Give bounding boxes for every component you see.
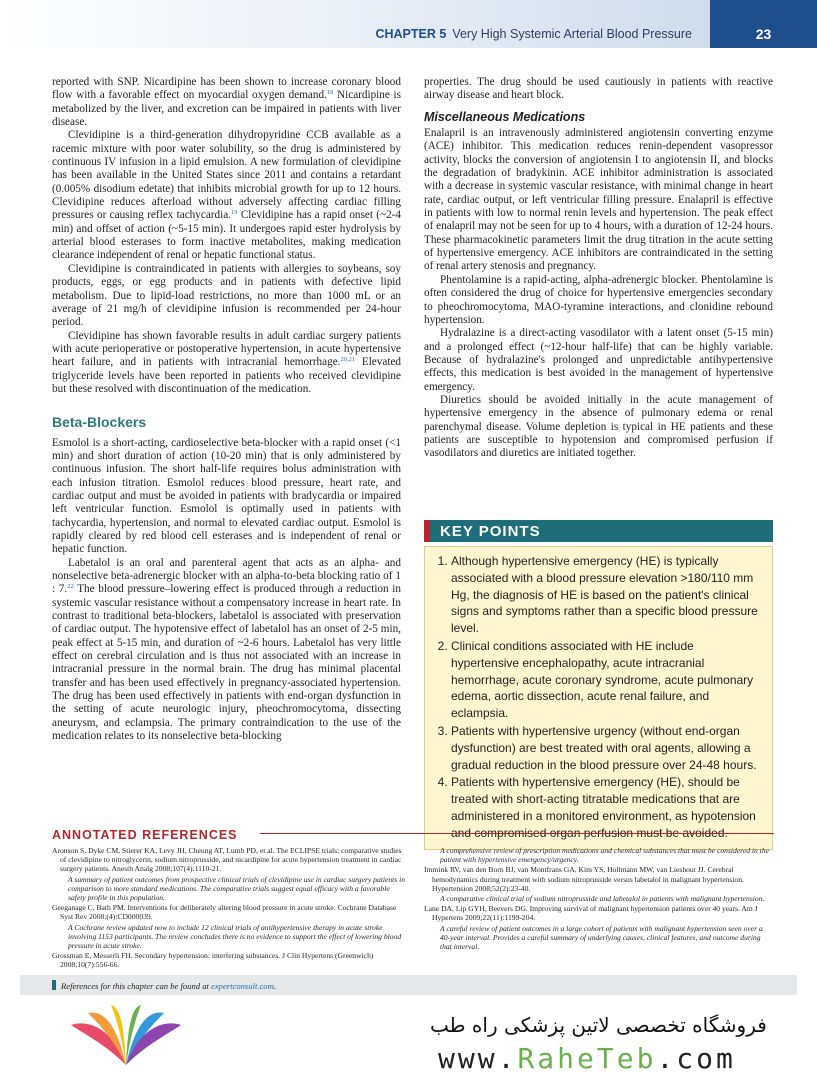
key-points-list <box>433 553 762 842</box>
paragraph: Clevidipine has shown favorable results in adult cardiac surgery patients with acute perioperative or postoperative hypertension, in acute hypertensive heart failure, and in patients with intracranial hemorrhage.$^{20,21}$ Elevated triglyceride levels have been reported in patients who received clevidipine but these resolved with discontinuation of the medication. <box>52 329 402 395</box>
page-number: 23 <box>710 0 817 48</box>
paragraph: reported with SNP. Nicardipine has been shown to increase coronary blood flow with a favorable effect on myocardial oxygen demand.$^{18}$ Nicardipine is metabolized by the liver, and excretion can be impaired in patients with liver disease. <box>52 76 401 129</box>
reference-citation: Aronson S, Dyke CM, Stierer KA, Levy JH, Cheung AT, Lumb PD, et al. The ECLIPSE trials: comparative studies of clevidipine to nitroglycerin, sodium nitroprusside, and nicardipine for acute hypertension treatment in cardiac surgery patients. Anesth Analg 2008;107(4):1110-21. <box>52 846 402 874</box>
page-header <box>0 0 817 48</box>
left-column <box>52 76 401 744</box>
chapter-label: CHAPTER 5 <box>375 27 447 41</box>
citation-ref[interactable]: 18 <box>326 89 334 97</box>
annotated-references-header <box>52 826 774 840</box>
paragraph: Esmolol is a short-acting, cardioselective beta-blocker with a rapid onset (<1 min) and short duration of action (10-20 min) that is only administered by continuous infusion. The short half-life requires bolus administration with each infusion titration. Esmolol reduces blood pressure, heart rate, and cardiac output and must be avoided in patients with bradycardia or impaired left ventricular function. Esmolol is optimally used in patients with tachycardia, hypertension, and normal to elevated cardiac output. Esmolol is rapidly cleared by red blood cell esterases and is independent of renal or hepatic function. <box>52 436 401 556</box>
expertconsult-link[interactable]: expertconsult.com <box>211 981 274 991</box>
paragraph: Clevidipine is a third-generation dihydropyridine CCB available as a racemic mixture with poor water solubility, so the drug is administered by continuous IV infusion in a lipid emulsion. A new formulation of clevidipine has been available in the United States since 2011 and contains a retardant (0.005% disodium edetate) that inhibits microbial growth for up to 12 hours. Clevidipine reduces afterload without adversely affecting cardiac filling pressures or causing reflex tachycardia.$^{19}$ Clevidipine has a rapid onset (~2-4 min) and offset of action (~5-15 min). It undergoes rapid ester hydrolysis by arterial blood esterases to form inactive metabolites, making medication clearance independent of renal or hepatic functional status. <box>52 129 401 262</box>
reference-citation: Geeganage C, Bath PM. Interventions for deliberately altering blood pressure in acute stroke. Cochrane Database Syst Rev 2008;(4):CD000039. <box>52 903 397 922</box>
paragraph: Enalapril is an intravenously administered angiotensin converting enzyme (ACE) inhibitor. This medication reduces renin-dependent vasopressor activity, blocks the conversion of angiotensin I to angiotensin II, and blocks the degradation of bradykinin. ACE inhibitor administration is associated with a decrease in systemic vascular resistance, with minimal change in heart rate, cardiac output, or left ventricular filling pressure. Enalapril is effective in patients with low to normal renin levels and hypertension. The peak effect of enalapril may not be seen for up to 4 hours, with a duration of 12-24 hours. These pharmacokinetic parameters limit the drug titration in the acute setting of hypertensive emergency. ACE inhibitors are contraindicated in the setting of renal artery stenosis and pregnancy. <box>424 127 773 273</box>
reference-annotation: A comprehensive review of prescription medications and chemical substances that must be considered in the patient with hypertensive emergency/urgency. <box>440 846 769 865</box>
reference-annotation: A careful review of patient outcomes in a large cohort of patients with malignant hypertension seen over a 40-year interval. Provides a careful summary of underlying causes, clinical features, and outcome during that interval. <box>440 923 763 952</box>
citation-ref[interactable]: 20,21 <box>340 356 356 364</box>
section-heading-beta-blockers: Beta-Blockers <box>52 414 147 431</box>
reference-citation: Immink RV, van den Born BJ, van Montfrans GA, Kim YS, Hollmann MW, van Lieshout JJ. Cerebral hemodynamics during treatment with sodium nitroprusside versus labetalol in malignant hypertension. Hypertension 2008;52(2):23-40. <box>424 865 744 893</box>
section-heading-misc-medications: Miscellaneous Medications <box>424 109 586 124</box>
chapter-running-head <box>375 27 692 41</box>
paragraph: Clevidipine is contraindicated in patients with allergies to soybeans, soy products, eggs, or egg products and in patients with defective lipid metabolism. Due to lipid-load restrictions, no more than 1000 mL or an average of 21 mg/h of clevidipine infusion is recommended per 24-hour period. <box>52 262 401 329</box>
key-point-item: 1. Although hypertensive emergency (HE) is typically associated with a blood pressure elevation >180/110 mm Hg, the diagnosis of HE is based on the patient's clinical signs and symptoms rather than a specific blood pressure level. <box>451 553 762 637</box>
key-points-box <box>424 520 773 850</box>
reference-annotation: A summary of patient outcomes from prospective clinical trials of clevidipine use in cardiac surgery patients in comparison to more standard medications. The comparative trials suggest equal efficacy with a favorable safety profile in this population. <box>68 874 406 903</box>
references-right <box>424 846 774 952</box>
annotated-references-title: ANNOTATED REFERENCES <box>52 828 238 842</box>
paragraph: Diuretics should be avoided initially in the acute management of hypertensive emergency in the absence of pulmonary edema or renal parenchymal disease. Volume depletion is typical in HE patients and these patients are susceptible to hypotension and compromised perfusion if vasodilators and diuretics are initiated together. <box>424 393 773 460</box>
references-note: References for this chapter can be found at expertconsult.com. <box>52 980 276 991</box>
bullet-mark <box>52 980 56 990</box>
reference-annotation: A Cochrane review updated now to include 12 clinical trials of antihypertensive therapy in acute stroke involving 1153 participants. The review concludes there is no evidence to support the effect of lowering blood pressure in acute stroke. <box>68 922 402 951</box>
paragraph: Labetalol is an oral and parenteral agent that acts as an alpha- and nonselective beta-adrenergic blocker with an alpha-to-beta blocking ratio of 1 : 7.22 The blood pressure–lowering effect is produced through a reduction in systemic vascular resistance without a compensatory increase in heart rate. In contrast to traditional beta-blockers, labetalol is associated with preservation of cardiac output. The hypotensive effect of labetalol has an onset of 2-5 min, peak effect at 5-15 min, and duration of ~2-6 hours. Labetalol has very little effect on cerebral circulation and is thus not associated with an increase in intracranial pressure in the normal brain. The drug has minimal placental transfer and has been used effectively in pregnancy-associated hypertension. The drug has been used effectively in patients with end-organ dysfunction in the setting of acute neurologic injury, pheochromocytoma, dissecting aneurysm, and eclampsia. The primary contraindication to the use of the medication relates to its nonselective beta-blocking <box>52 556 402 743</box>
right-column <box>424 76 773 461</box>
book-logo-icon <box>66 1005 186 1075</box>
references-left <box>52 846 407 971</box>
paragraph: Phentolamine is a rapid-acting, alpha-adrenergic blocker. Phentolamine is often considered the drug of choice for hypertensive emergencies secondary to pheochromocytoma, MAO-tyramine interactions, and clonidine rebound hypertension. <box>424 273 773 326</box>
citation-ref[interactable]: 22 <box>67 583 74 591</box>
citation-ref[interactable]: 19 <box>230 209 238 217</box>
chapter-title: Very High Systemic Arterial Blood Pressure <box>452 27 692 41</box>
key-point-item: 3. Patients with hypertensive urgency (without end-organ dysfunction) are best treated with oral agents, allowing a gradual reduction in the blood pressure over 24-48 hours. <box>451 723 762 773</box>
reference-citation: Lane DA, Lip GYH, Beevers DG. Improving survival of malignant hypertension patients over 40 years. Am J Hypertens 2009;22(11):1199-204. <box>424 904 758 923</box>
key-points-body <box>424 546 773 850</box>
reference-citation: Grossman E, Messerli FH. Secondary hypertension: interfering substances. J Clin Hypertens (Greenwich) 2008;10(7):556-66. <box>52 951 374 970</box>
paragraph: properties. The drug should be used cautiously in patients with reactive airway disease and heart block. <box>424 76 773 102</box>
key-point-item: 2. Clinical conditions associated with HE include hypertensive encephalopathy, acute intracranial hemorrhage, acute coronary syndrome, acute pulmonary edema, aortic dissection, acute renal failure, and eclampsia. <box>451 638 762 722</box>
key-point-item: 4. Patients with hypertensive emergency (HE), should be treated with short-acting titratable medications that are administered in a monitored environment, as hypotension and compromised organ perfusion must be avoided. <box>451 774 762 841</box>
reference-annotation: A comparative clinical trial of sodium nitroprusside and labetalol in patients with malignant hypertension. <box>440 894 765 904</box>
divider <box>260 833 774 834</box>
paragraph: Hydralazine is a direct-acting vasodilator with a latent onset (5-15 min) and a prolonged effect (~12-hour half-life) that can be highly variable. Because of hydralazine's prolonged and unpredictable antihypertensive effects, this medication is best avoided in the management of hypertensive emergency. <box>424 327 773 393</box>
key-points-title: KEY POINTS <box>424 520 551 542</box>
watermark-persian: فروشگاه تخصصی لاتین پزشکی راه طب <box>430 1013 767 1037</box>
watermark-url: www.RaheTeb.com <box>438 1042 736 1075</box>
